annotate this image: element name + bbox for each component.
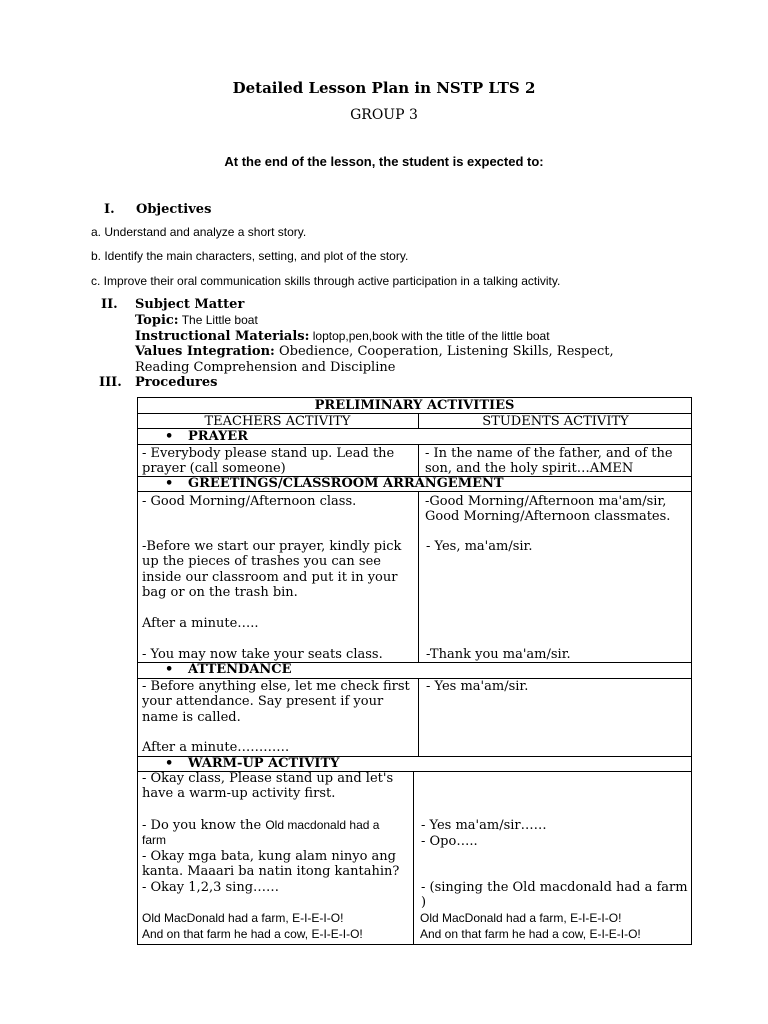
greetings-title: GREETINGS/CLASSROOM ARRANGEMENT	[188, 476, 504, 491]
bullet-icon: •	[165, 429, 174, 444]
expectation-statement: At the end of the lesson, the student is expected to:	[224, 154, 544, 169]
values-value: Obedience, Cooperation, Listening Skills, Respect, Reading Comprehension and Discipline	[135, 344, 614, 375]
section-number-subject-matter: II.	[101, 297, 118, 312]
greetings-teacher-3: After a minute…..	[142, 616, 259, 631]
section-number-procedures: III.	[99, 375, 122, 390]
warmup-student-4-text: - (singing the Old macdonald had a farm )	[421, 880, 688, 911]
preliminary-activities-table	[137, 397, 692, 945]
song-line-student-2: And on that farm he had a cow, E-I-E-I-O!	[420, 927, 641, 941]
values-line	[135, 344, 655, 375]
objective-item: a. Understand and analyze a short story.	[91, 225, 307, 239]
column-divider	[418, 444, 419, 476]
greetings-student-1: -Good Morning/Afternoon ma'am/sir, Good Morning/Afternoon classmates.	[425, 494, 671, 525]
materials-label: Instructional Materials:	[135, 329, 310, 344]
song-line-teacher-1: Old MacDonald had a farm, E-I-E-I-O!	[142, 911, 344, 925]
table-header: PRELIMINARY ACTIVITIES	[314, 398, 515, 413]
column-divider	[418, 678, 419, 756]
section-title-subject-matter: Subject Matter	[135, 297, 245, 312]
warmup-teacher-2	[142, 818, 404, 849]
document-title: Detailed Lesson Plan in NSTP LTS 2	[232, 79, 536, 97]
materials-value: loptop,pen,book with the title of the little boat	[309, 329, 550, 343]
group-label: GROUP 3	[350, 107, 418, 123]
topic-value: The Little boat	[178, 313, 258, 327]
prayer-teacher: - Everybody please stand up. Lead the prayer (call someone)	[142, 446, 395, 477]
column-divider	[413, 771, 414, 945]
topic-line	[135, 313, 675, 329]
column-header-teacher: TEACHERS ACTIVITY	[204, 414, 351, 429]
attendance-teacher-1: - Before anything else, let me check first your attendance. Say present if your name is called.	[142, 679, 410, 725]
greetings-student-4: -Thank you ma'am/sir.	[426, 647, 571, 662]
greetings-teacher-1: - Good Morning/Afternoon class.	[142, 494, 357, 509]
values-label: Values Integration:	[135, 344, 275, 359]
prayer-student: - In the name of the father, and of the son, and the holy spirit…AMEN	[425, 446, 673, 477]
warmup-teacher-1: - Okay class, Please stand up and let's have a warm-up activity first.	[142, 771, 394, 802]
topic-label: Topic:	[135, 313, 179, 328]
prayer-title: PRAYER	[188, 429, 249, 444]
bullet-icon: •	[165, 756, 174, 771]
song-line-student-1: Old MacDonald had a farm, E-I-E-I-O!	[420, 911, 622, 925]
column-header-student: STUDENTS ACTIVITY	[482, 414, 629, 429]
greetings-teacher-4: - You may now take your seats class.	[142, 647, 383, 662]
section-number-objectives: I.	[104, 202, 115, 217]
attendance-teacher-2: After a minute…………	[142, 740, 290, 755]
warmup-teacher-2-text: - Do you know the	[142, 818, 266, 833]
song-line-teacher-2: And on that farm he had a cow, E-I-E-I-O!	[142, 927, 363, 941]
objective-item: b. Identify the main characters, setting, and plot of the story.	[91, 249, 409, 263]
warmup-teacher-4: - Okay 1,2,3 sing……	[142, 880, 280, 895]
warmup-student-4	[421, 880, 689, 911]
greetings-student-2: - Yes, ma'am/sir.	[426, 539, 533, 554]
section-title-objectives: Objectives	[136, 202, 212, 217]
bullet-icon: •	[165, 476, 174, 491]
objective-item: c. Improve their oral communication skills through active participation in a talking activity.	[91, 274, 561, 288]
materials-line	[135, 329, 675, 345]
warmup-student-2b: - Opo…..	[421, 834, 478, 849]
attendance-title: ATTENDANCE	[188, 662, 292, 677]
attendance-student-1: - Yes ma'am/sir.	[426, 679, 529, 694]
warmup-student-2a: - Yes ma'am/sir……	[421, 818, 547, 833]
warmup-teacher-3: - Okay mga bata, kung alam ninyo ang kanta. Maaari ba natin itong kantahin?	[142, 849, 400, 880]
bullet-icon: •	[165, 662, 174, 677]
column-divider	[418, 491, 419, 662]
greetings-teacher-2: -Before we start our prayer, kindly pick up the pieces of trashes you can see inside our classroom and put it in your bag or on the trash bin.	[142, 539, 402, 601]
warmup-title: WARM-UP ACTIVITY	[188, 756, 340, 771]
section-title-procedures: Procedures	[135, 375, 218, 390]
song-name: Old macdonald had a farm	[142, 818, 380, 848]
